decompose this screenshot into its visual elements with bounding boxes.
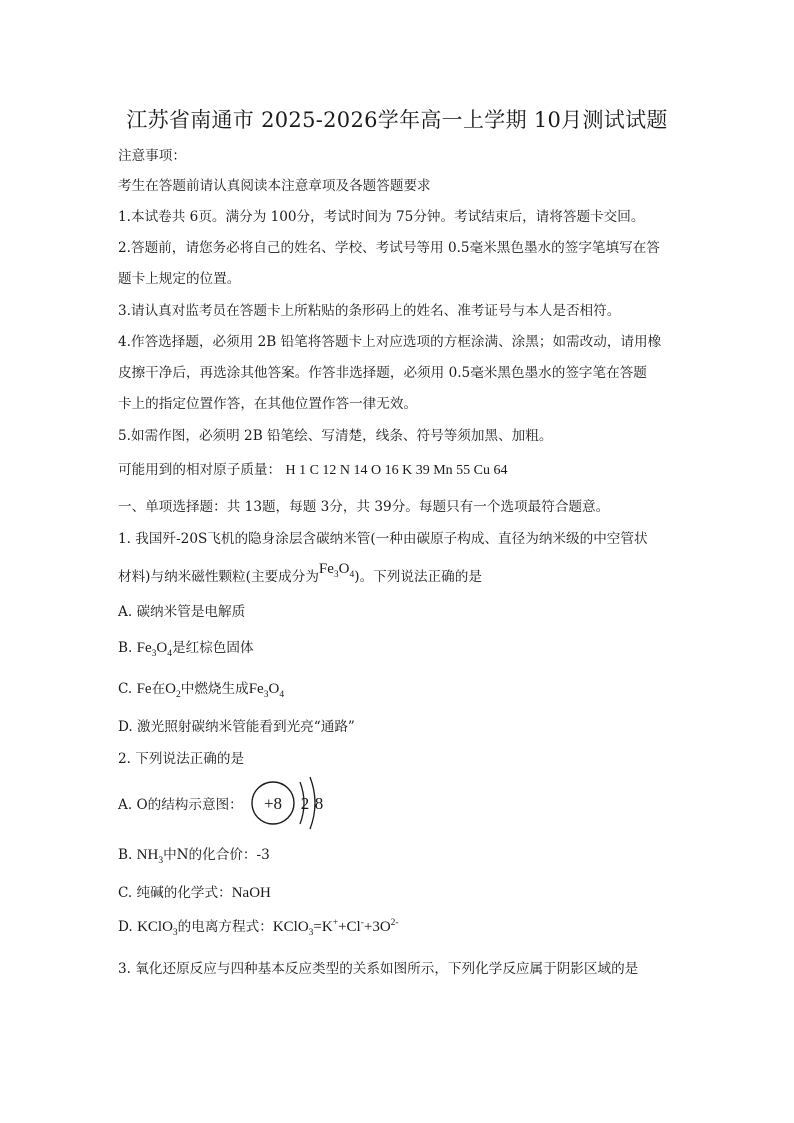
q2-stem: 2. 下列说法正确的是 bbox=[118, 751, 245, 767]
atomic-masses-values: H 1 C 12 N 14 O 16 K 39 Mn 55 Cu 64 bbox=[285, 463, 508, 478]
atomic-masses-label: 可能用到的相对原子质量： bbox=[118, 462, 282, 478]
q2-option-d: D. KClO$_3$的电离方程式：$KClO_3=K^++Cl^-+3O^{2-}$ bbox=[118, 918, 399, 938]
q1-stem-line1: 1. 我国歼-20S飞机的隐身涂层含碳纳米管(一种由碳原子构成、直径为纳米级的中空管状 bbox=[118, 531, 648, 547]
formula-fe3o4: $Fe_3O_4$ bbox=[136, 640, 172, 659]
note-4a: 4.作答选择题，必须用 2B 铅笔将答题卡上对应选项的方框涂满、涂黑；如需改动，请用橡 bbox=[118, 334, 662, 350]
notes-heading: 注意事项： bbox=[118, 148, 186, 164]
q3-stem: 3. 氧化还原反应与四种基本反应类型的关系如图所示，下列化学反应属于阴影区域的是 bbox=[118, 961, 639, 977]
note-4b: 皮擦干净后，再选涂其他答案。作答非选择题，必须用 0.5毫米黑色墨水的签字笔在答题 bbox=[118, 365, 647, 381]
note-2b: 题卡上规定的位置。 bbox=[118, 271, 241, 287]
note-4c: 卡上的指定位置作答，在其他位置作答一律无效。 bbox=[118, 396, 418, 412]
note-5: 5.如需作图，必须明 2B 铅笔绘、写清楚，线条、符号等须加黑、加粗。 bbox=[118, 428, 553, 444]
section-1-heading: 一、单项选择题：共 13题，每题 3分，共 39分。每题只有一个选项最符合题意。 bbox=[118, 499, 610, 515]
q1-option-a: A. 碳纳米管是电解质 bbox=[118, 604, 246, 620]
q1-option-b: B. $Fe_3O_4$是红棕色固体 bbox=[118, 640, 254, 659]
q1-option-c: C. Fe在$O_2$中燃烧生成$Fe_3O_4$ bbox=[118, 681, 285, 700]
ionization-equation: $KClO_3=K^++Cl^-+3O^{2-}$ bbox=[272, 918, 399, 938]
q2-option-b: B. $NH_3$中N的化合价：-3 bbox=[118, 847, 270, 866]
atomic-masses bbox=[118, 461, 508, 480]
oxygen-atom-structure-diagram bbox=[250, 774, 340, 834]
note-1: 1.本试卷共 6页。满分为 100分，考试时间为 75分钟。考试结束后，请将答题卡交回。 bbox=[118, 209, 645, 225]
formula-nh3: $NH_3$ bbox=[136, 847, 164, 866]
q2-option-a: A. O的结构示意图： bbox=[118, 797, 243, 813]
shell-2-electrons: 8 bbox=[314, 794, 324, 813]
formula-kclo3: KClO$_3$ bbox=[137, 919, 178, 938]
note-2a: 2.答题前，请您务必将自己的姓名、学校、考试号等用 0.5毫米黑色墨水的签字笔填写在答 bbox=[118, 240, 660, 256]
formula-fe3o4: $Fe_3O_4$ bbox=[248, 681, 285, 700]
q1-option-d: D. 激光照射碳纳米管能看到光亮“通路” bbox=[118, 719, 355, 735]
note-3: 3.请认真对监考员在答题卡上所粘贴的条形码上的姓名、准考证号与本人是否相符。 bbox=[118, 303, 621, 319]
nucleus-charge: +8 bbox=[263, 794, 283, 813]
formula-fe3o4: $Fe_3O_4$ bbox=[318, 561, 355, 580]
page-title: 江苏省南通市 2025-2026学年高一上学期 10月测试试题 bbox=[126, 108, 668, 132]
q1-stem-line2: 材料)与纳米磁性颗粒(主要成分为$Fe_3O_4$)。下列说法正确的是 bbox=[118, 561, 482, 585]
notes-intro: 考生在答题前请认真阅读本注意章项及各题答题要求 bbox=[118, 178, 431, 194]
formula-o2: $O_2$ bbox=[165, 681, 181, 700]
shell-1-electrons: 2 bbox=[300, 794, 310, 813]
q2-option-c: C. 纯碱的化学式：NaOH bbox=[118, 885, 271, 901]
